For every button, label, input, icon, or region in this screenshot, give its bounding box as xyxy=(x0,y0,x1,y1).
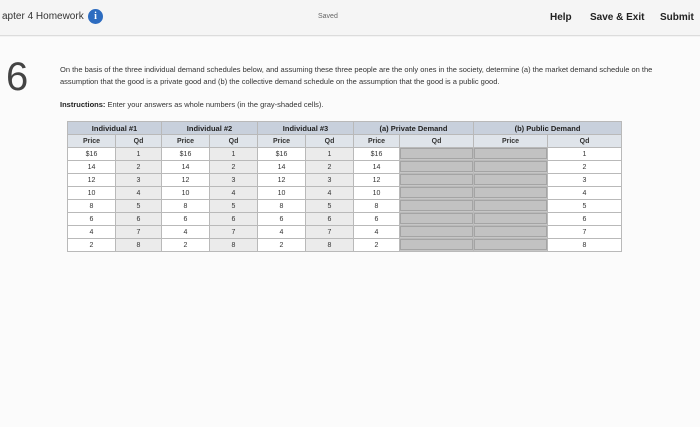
price-cell: 14 xyxy=(68,161,116,174)
group-header-individual-2: Individual #2 xyxy=(162,122,258,135)
price-cell: 14 xyxy=(258,161,306,174)
table-row xyxy=(68,239,622,252)
public-price-input-cell xyxy=(474,226,548,239)
table-row xyxy=(68,213,622,226)
column-header: Price xyxy=(162,135,210,148)
qd-cell: 8 xyxy=(210,239,258,252)
instructions xyxy=(60,100,323,109)
price-cell: 10 xyxy=(162,187,210,200)
question-text: On the basis of the three individual demand schedules below, and assuming these three people are the only ones in the society, determine (a) the market demand schedule on the assumption that the good is a private good and (b) the collective demand schedule on the assumption that the good is a public good. xyxy=(60,65,653,86)
price-cell: $16 xyxy=(258,148,306,161)
question-number: 6 xyxy=(6,55,29,99)
price-cell: 4 xyxy=(354,226,400,239)
price-cell: 2 xyxy=(258,239,306,252)
private-qd-input[interactable] xyxy=(400,161,473,172)
info-icon[interactable]: i xyxy=(88,9,103,24)
table-row xyxy=(68,174,622,187)
price-cell: 4 xyxy=(162,226,210,239)
private-qd-input[interactable] xyxy=(400,226,473,237)
public-price-input-cell xyxy=(474,200,548,213)
qd-cell: 5 xyxy=(306,200,354,213)
qd-cell: 6 xyxy=(548,213,622,226)
price-cell: 12 xyxy=(162,174,210,187)
price-cell: 10 xyxy=(354,187,400,200)
question-area xyxy=(0,37,700,427)
public-price-input[interactable] xyxy=(474,200,547,211)
price-cell: 14 xyxy=(162,161,210,174)
qd-cell: 3 xyxy=(210,174,258,187)
price-cell: 12 xyxy=(68,174,116,187)
qd-cell: 2 xyxy=(548,161,622,174)
qd-cell: 3 xyxy=(306,174,354,187)
qd-cell: 6 xyxy=(306,213,354,226)
public-price-input[interactable] xyxy=(474,187,547,198)
table-row xyxy=(68,161,622,174)
table-row xyxy=(68,226,622,239)
price-cell: 8 xyxy=(162,200,210,213)
price-cell: 6 xyxy=(258,213,306,226)
private-qd-input-cell xyxy=(400,226,474,239)
public-price-input[interactable] xyxy=(474,213,547,224)
qd-cell: 5 xyxy=(116,200,162,213)
instructions-label: Instructions: xyxy=(60,100,106,109)
price-cell: 2 xyxy=(68,239,116,252)
public-price-input[interactable] xyxy=(474,161,547,172)
column-header: Price xyxy=(258,135,306,148)
public-price-input-cell xyxy=(474,174,548,187)
qd-cell: 6 xyxy=(116,213,162,226)
public-price-input[interactable] xyxy=(474,239,547,250)
qd-cell: 8 xyxy=(306,239,354,252)
qd-cell: 2 xyxy=(306,161,354,174)
table-body xyxy=(68,148,622,252)
public-price-input-cell xyxy=(474,213,548,226)
price-cell: 6 xyxy=(162,213,210,226)
price-cell: 12 xyxy=(258,174,306,187)
price-cell: 6 xyxy=(68,213,116,226)
qd-cell: 7 xyxy=(210,226,258,239)
price-cell: 2 xyxy=(162,239,210,252)
column-header: Qd xyxy=(400,135,474,148)
price-cell: 8 xyxy=(68,200,116,213)
private-qd-input-cell xyxy=(400,187,474,200)
price-cell: 4 xyxy=(68,226,116,239)
instructions-text: Enter your answers as whole numbers (in the gray-shaded cells). xyxy=(105,100,324,109)
qd-cell: 4 xyxy=(210,187,258,200)
top-bar xyxy=(0,0,700,36)
price-cell: 2 xyxy=(354,239,400,252)
price-cell: $16 xyxy=(162,148,210,161)
column-header: Price xyxy=(474,135,548,148)
public-price-input[interactable] xyxy=(474,226,547,237)
public-price-input[interactable] xyxy=(474,148,547,159)
public-price-input-cell xyxy=(474,161,548,174)
submit-button[interactable]: Submit xyxy=(660,12,694,23)
column-header: Price xyxy=(68,135,116,148)
column-header: Qd xyxy=(116,135,162,148)
qd-cell: 4 xyxy=(306,187,354,200)
private-qd-input[interactable] xyxy=(400,239,473,250)
private-qd-input-cell xyxy=(400,239,474,252)
private-qd-input-cell xyxy=(400,174,474,187)
public-price-input-cell xyxy=(474,239,548,252)
table-row xyxy=(68,187,622,200)
price-cell: 6 xyxy=(354,213,400,226)
qd-cell: 5 xyxy=(548,200,622,213)
public-price-input-cell xyxy=(474,187,548,200)
public-price-input[interactable] xyxy=(474,174,547,185)
table-row xyxy=(68,148,622,161)
public-price-input-cell xyxy=(474,148,548,161)
column-header: Price xyxy=(354,135,400,148)
qd-cell: 8 xyxy=(116,239,162,252)
private-qd-input[interactable] xyxy=(400,187,473,198)
qd-cell: 4 xyxy=(548,187,622,200)
qd-cell: 3 xyxy=(116,174,162,187)
price-cell: 14 xyxy=(354,161,400,174)
private-qd-input[interactable] xyxy=(400,148,473,159)
qd-cell: 2 xyxy=(116,161,162,174)
price-cell: 10 xyxy=(68,187,116,200)
save-exit-button[interactable]: Save & Exit xyxy=(590,12,645,23)
price-cell: 10 xyxy=(258,187,306,200)
price-cell: $16 xyxy=(354,148,400,161)
qd-cell: 4 xyxy=(116,187,162,200)
price-cell: $16 xyxy=(68,148,116,161)
price-cell: 8 xyxy=(258,200,306,213)
qd-cell: 1 xyxy=(116,148,162,161)
qd-cell: 6 xyxy=(210,213,258,226)
column-header: Qd xyxy=(210,135,258,148)
qd-cell: 7 xyxy=(116,226,162,239)
demand-table xyxy=(67,121,622,252)
group-header-individual-3: Individual #3 xyxy=(258,122,354,135)
qd-cell: 1 xyxy=(548,148,622,161)
table-row xyxy=(68,200,622,213)
price-cell: 4 xyxy=(258,226,306,239)
private-qd-input[interactable] xyxy=(400,200,473,211)
private-qd-input-cell xyxy=(400,161,474,174)
qd-cell: 1 xyxy=(306,148,354,161)
chapter-title: apter 4 Homework xyxy=(2,11,84,22)
private-qd-input-cell xyxy=(400,213,474,226)
private-qd-input[interactable] xyxy=(400,213,473,224)
private-qd-input-cell xyxy=(400,200,474,213)
help-button[interactable]: Help xyxy=(550,12,572,23)
qd-cell: 8 xyxy=(548,239,622,252)
qd-cell: 7 xyxy=(306,226,354,239)
save-status: Saved xyxy=(318,13,338,20)
column-header: Qd xyxy=(306,135,354,148)
column-header: Qd xyxy=(548,135,622,148)
qd-cell: 5 xyxy=(210,200,258,213)
qd-cell: 3 xyxy=(548,174,622,187)
group-header-individual-1: Individual #1 xyxy=(68,122,162,135)
price-cell: 8 xyxy=(354,200,400,213)
private-qd-input[interactable] xyxy=(400,174,473,185)
private-qd-input-cell xyxy=(400,148,474,161)
group-header-public-demand: (b) Public Demand xyxy=(474,122,622,135)
price-cell: 12 xyxy=(354,174,400,187)
qd-cell: 1 xyxy=(210,148,258,161)
group-header-private-demand: (a) Private Demand xyxy=(354,122,474,135)
qd-cell: 7 xyxy=(548,226,622,239)
qd-cell: 2 xyxy=(210,161,258,174)
